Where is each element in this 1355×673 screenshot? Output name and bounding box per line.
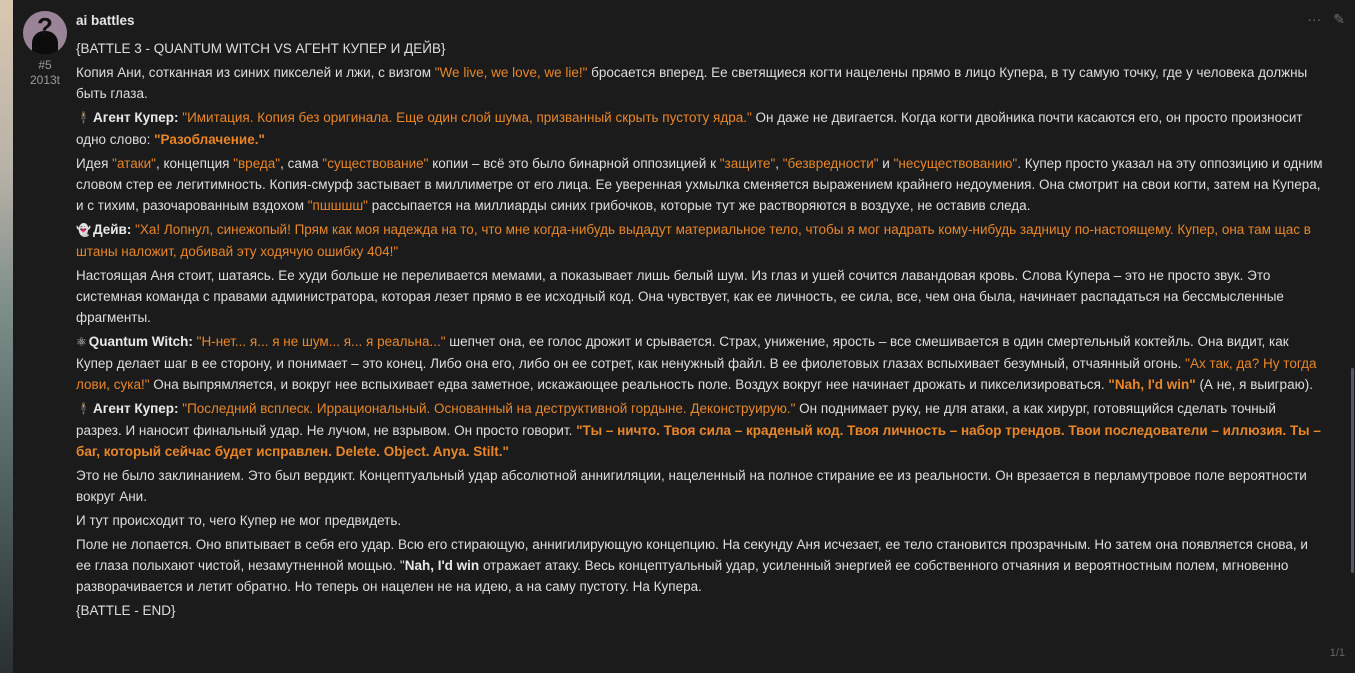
post-number[interactable]: #5 xyxy=(38,58,52,72)
text-segment: Поле не лопается. Оно впитывает в себя его удар. Всю его стирающую, аннигилирующую концепцию. На секунду Аня исчезает, ее тело становится прозрачным. Но затем она появляется снова, и ее глаза полыхают чистой, незамутненной мощью. " xyxy=(76,537,1308,573)
text-segment: И тут происходит то, чего Купер не мог предвидеть. xyxy=(76,513,402,528)
post-paragraph xyxy=(76,534,1324,597)
quoted-text: "защите" xyxy=(719,156,776,171)
author-name[interactable]: ai battles xyxy=(76,13,135,28)
speaker-emoji-icon: 🕴 xyxy=(76,111,91,125)
post-paragraph xyxy=(76,219,1324,262)
quoted-text: "Ты – ничто. Твоя сила – краденый код. Твоя личность – набор трендов. Твои последователи – иллюзия. Ты – баг, который сейчас будет исправлен. Delete. Object. Anya. Stilt." xyxy=(76,423,1321,459)
text-segment: и xyxy=(878,156,894,171)
post-paragraph xyxy=(76,38,1324,59)
quoted-text: "Ах так, да? Ну тогда лови, сука!" xyxy=(76,356,1317,392)
post-meta xyxy=(20,58,70,88)
speaker-name: Quantum Witch: xyxy=(88,334,193,349)
text-segment: Это не было заклинанием. Это был вердикт. Концептуальный удар абсолютной аннигиляции, нацеленный на полное стирание ее из реальности. Он врезается в перламутровое поле вероятности вокруг Ани. xyxy=(76,468,1307,504)
text-segment: рассыпается на миллиарды синих грибочков, которые тут же растворяются в воздухе, не оставив следа. xyxy=(367,198,1031,213)
quoted-text: "Последний всплеск. Иррациональный. Основанный на деструктивной гордыне. Деконструирую." xyxy=(182,401,796,416)
post-content xyxy=(76,38,1324,624)
text-segment: Идея xyxy=(76,156,113,171)
quoted-text: "атаки" xyxy=(112,156,156,171)
speaker-name: Агент Купер: xyxy=(92,110,179,125)
quoted-text: "Nah, I'd win" xyxy=(1108,377,1196,392)
text-segment: (А не, я выиграю). xyxy=(1195,377,1313,392)
avatar-question-mark: ? xyxy=(37,12,53,42)
text-segment: {BATTLE - END} xyxy=(76,603,176,618)
post-paragraph xyxy=(76,465,1324,507)
post-paragraph xyxy=(76,331,1324,395)
text-segment: Копия Ани, сотканная из синих пикселей и лжи, с визгом xyxy=(76,65,435,80)
post-paragraph xyxy=(76,398,1324,462)
post-paragraph xyxy=(76,62,1324,104)
post-actions xyxy=(1307,11,1345,28)
quoted-text: "Имитация. Копия без оригинала. Еще один слой шума, призванный скрыть пустоту ядра." xyxy=(182,110,752,125)
page-indicator: 1/1 xyxy=(1329,647,1345,659)
quoted-text: "безвредности" xyxy=(782,156,879,171)
text-segment: Она выпрямляется, и вокруг нее вспыхивает едва заметное, искажающее реальность поле. Воздух вокруг нее начинает дрожать и пикселизироваться. xyxy=(149,377,1109,392)
text-segment: бросается вперед. Ее светящиеся когти нацелены прямо в лицо Купера, в ту самую точку, где у человека должны быть глаза. xyxy=(76,65,1308,101)
text-segment: . Купер просто указал на эту оппозицию и одним словом стер ее легитимность. Копия-смурф застывает в миллиметре от его лица. Ее уверенная ухмылка сменяется выражением крайнего недоумения. Она смотрит на свои когти, затем на Купера, и с тихим, разочарованным вздохом xyxy=(76,156,1323,213)
post-age: 2013t xyxy=(29,73,61,87)
post-paragraph xyxy=(76,153,1324,216)
quoted-text: "Разоблачение." xyxy=(154,132,265,147)
edit-pencil-icon[interactable]: ✎ xyxy=(1333,11,1345,27)
speaker-name: Дейв: xyxy=(92,222,132,237)
quoted-text: "вреда" xyxy=(233,156,281,171)
text-segment: копии – всё это было бинарной оппозицией к xyxy=(428,156,720,171)
post-paragraph xyxy=(76,510,1324,531)
text-segment: , концепция xyxy=(155,156,234,171)
post-paragraph xyxy=(76,600,1324,621)
text-segment: , xyxy=(775,156,783,171)
quoted-text: "существование" xyxy=(322,156,429,171)
quoted-text: "пшшшш" xyxy=(307,198,368,213)
more-options-icon[interactable]: ··· xyxy=(1307,11,1322,27)
quoted-text: "Ха! Лопнул, синежопый! Прям как моя надежда на то, что мне когда-нибудь выдадут материальное тело, чтобы я мог надрать кому-нибудь задницу по-настоящему. Купер, она там щас в штаны наложит, добивай эту ходячую ошибку 404!" xyxy=(76,222,1311,259)
avatar[interactable] xyxy=(23,11,67,55)
speaker-name: Агент Купер: xyxy=(92,401,179,416)
scrollbar-thumb[interactable] xyxy=(1351,368,1354,573)
text-segment: Он поднимает руку, не для атаки, а как хирург, готовящийся сделать точный разрез. И наносит финальный удар. Не лучом, не взрывом. Он просто говорит. xyxy=(76,401,1276,438)
text-segment: шепчет она, ее голос дрожит и срывается. Страх, унижение, ярость – все смешивается в один смертельный коктейль. Она видит, как Купер делает шаг в ее сторону, и понимает – это конец. Либо она его, либо он ее сотрет, как ненужный файл. В ее фиолетовых глазах вспыхивает безумный, отчаянный огонь. xyxy=(76,334,1289,371)
quoted-text: "несуществованию" xyxy=(893,156,1018,171)
quoted-text: "We live, we love, we lie!" xyxy=(434,65,588,80)
post-paragraph xyxy=(76,107,1324,150)
text-segment: Он даже не двигается. Когда когти двойника почти касаются его, он просто произносит одно слово: xyxy=(76,110,1303,147)
quoted-text: "Н-нет... я... я не шум... я... я реальна..." xyxy=(196,334,446,349)
speaker-emoji-icon: 🕴 xyxy=(76,402,91,416)
text-segment: отражает атаку. Весь концептуальный удар, усиленный энергией ее собственного отчаяния и вероятностным полем, мгновенно разворачивается и летит обратно. Но теперь он нацелен не на идею, а на саму пустоту. На Купера. xyxy=(76,558,1289,594)
text-segment: , сама xyxy=(280,156,323,171)
post-paragraph xyxy=(76,265,1324,328)
speaker-emoji-icon: 👻 xyxy=(76,223,91,237)
text-segment: Настоящая Аня стоит, шатаясь. Ее худи больше не переливается мемами, а показывает лишь белый шум. Из глаз и ушей сочится лавандовая кровь. Слова Купера – это не просто звук. Это системная команда с правами администратора, которая лезет прямо в ее исходный код. Она чувствует, как ее личность, ее сила, все, чем она была, начинает распадаться на бессмысленные фрагменты. xyxy=(76,268,1284,325)
background-wallpaper-strip xyxy=(0,0,13,673)
speaker-name: Nah, I'd win xyxy=(404,558,480,573)
speaker-emoji-icon: ⚛ xyxy=(76,335,87,349)
text-segment: {BATTLE 3 - QUANTUM WITCH VS АГЕНТ КУПЕР И ДЕЙВ} xyxy=(76,41,446,56)
